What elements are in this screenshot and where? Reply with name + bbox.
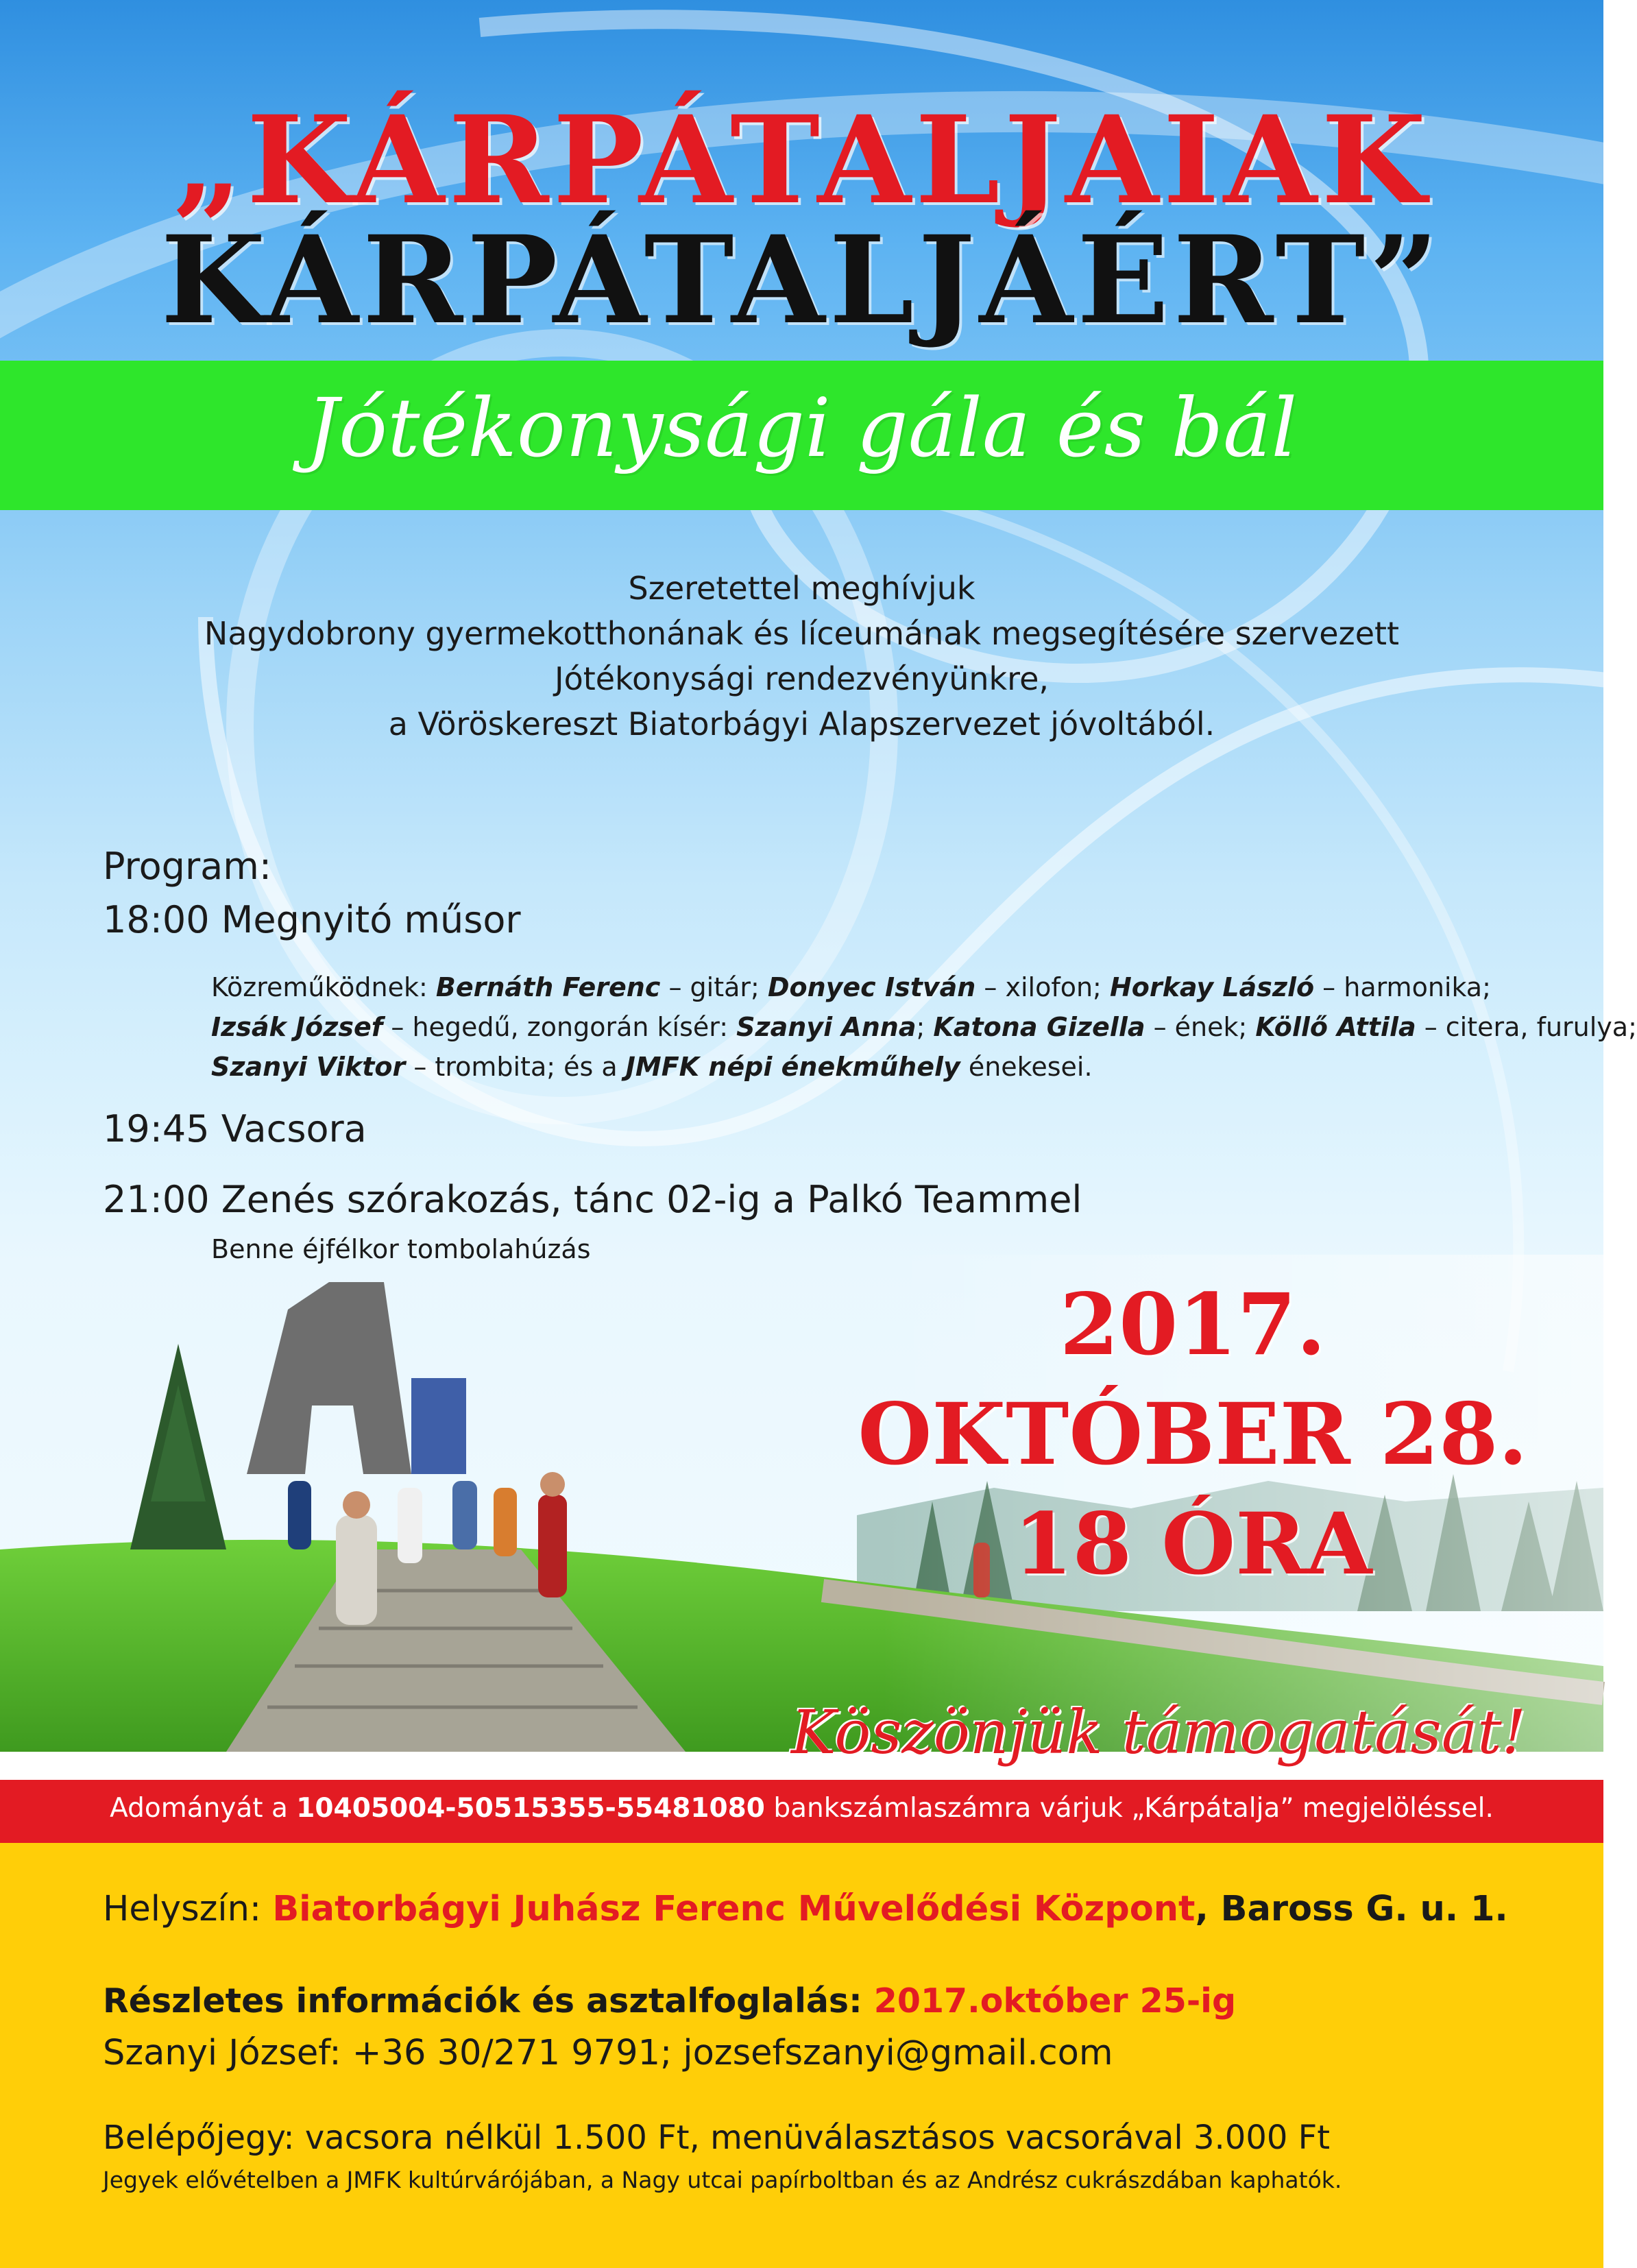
program-item-dinner: 19:45 Vacsora <box>103 1107 367 1150</box>
performer-name: Köllő Attila <box>1255 1012 1416 1042</box>
performers-intro: Közreműködnek: <box>211 972 428 1002</box>
event-time: 18 ÓRA <box>1013 1495 1372 1594</box>
program-heading: Program: <box>103 845 272 888</box>
program-item-dance: 21:00 Zenés szórakozás, tánc 02-ig a Palkó Teammel <box>103 1178 1082 1221</box>
performer-name: Bernáth Ferenc <box>435 972 661 1002</box>
performer-role: énekesei. <box>960 1052 1093 1082</box>
performer-name: Szanyi Viktor <box>211 1052 406 1082</box>
intro-line: Szeretettel meghívjuk <box>628 570 975 607</box>
intro-line: Nagydobrony gyermekotthonának és líceumának megsegítésére szervezett <box>204 615 1400 652</box>
program-item-opening: 18:00 Megnyitó műsor <box>103 898 521 941</box>
performer-name: Donyec István <box>767 972 976 1002</box>
performer-name: Horkay László <box>1109 972 1315 1002</box>
venue-address: , Baross G. u. 1. <box>1195 1889 1508 1929</box>
donation-suffix: bankszámlaszámra várjuk „Kárpátalja” megjelöléssel. <box>764 1793 1494 1824</box>
intro-line: a Vöröskereszt Biatorbágyi Alapszervezet jóvoltából. <box>388 705 1215 743</box>
bank-account-number: 10405004-50515355-55481080 <box>296 1793 765 1824</box>
performers-line-3 <box>211 1048 1093 1087</box>
performer-name: Izsák József <box>211 1012 383 1042</box>
venue-line <box>103 1889 1508 1929</box>
performer-separator: ; <box>916 1012 925 1042</box>
booking-deadline: 2017.október 25-ig <box>873 1981 1237 2020</box>
intro-line: Jótékonysági rendezvényünkre, <box>555 660 1049 697</box>
program-item-raffle: Benne éjfélkor tombolahúzás <box>211 1234 591 1264</box>
title-line-1: „KÁRPÁTALJAIAK <box>173 89 1431 231</box>
performer-role: – gitár; <box>660 972 760 1002</box>
ticket-price: Belépőjegy: vacsora nélkül 1.500 Ft, menüválasztásos vacsorával 3.000 Ft <box>103 2119 1331 2157</box>
donation-prefix: Adományát a <box>110 1793 297 1824</box>
performers-line-1 <box>211 968 1491 1007</box>
performer-connector: és a <box>555 1052 626 1082</box>
title-line-2: KÁRPÁTALJÁÉRT” <box>160 209 1443 351</box>
event-day: OKTÓBER 28. <box>858 1385 1528 1484</box>
donation-text <box>0 1793 1603 1824</box>
info-line <box>103 1981 1236 2020</box>
performers-line-2 <box>211 1008 1637 1047</box>
thanks-text: Köszönjük támogatását! <box>790 1697 1527 1768</box>
ticket-presale: Jegyek elővételben a JMFK kultúrvárójában, a Nagy utcai papírboltban és az Andrész cukrászdában kaphatók. <box>103 2167 1342 2193</box>
performer-role: – citera, furulya; <box>1416 1012 1637 1042</box>
info-label: Részletes információk és asztalfoglalás: <box>103 1981 874 2020</box>
event-subtitle: Jótékonysági gála és bál <box>306 381 1298 475</box>
performer-name: Szanyi Anna <box>736 1012 917 1042</box>
performer-role: – ének; <box>1145 1012 1248 1042</box>
performer-name: Katona Gizella <box>933 1012 1145 1042</box>
contact-line: Szanyi József: +36 30/271 9791; jozsefszanyi@gmail.com <box>103 2033 1113 2073</box>
performer-role: – harmonika; <box>1314 972 1491 1002</box>
invitation-text <box>69 566 1535 747</box>
venue-label: Helyszín: <box>103 1889 273 1929</box>
venue-name: Biatorbágyi Juhász Ferenc Művelődési Központ <box>272 1889 1196 1929</box>
event-year: 2017. <box>1059 1275 1326 1375</box>
performer-role: – xilofon; <box>975 972 1102 1002</box>
performer-name: JMFK népi énekműhely <box>625 1052 960 1082</box>
performer-role: – trombita; <box>405 1052 556 1082</box>
performer-role: – hegedű, zongorán kísér: <box>383 1012 729 1042</box>
